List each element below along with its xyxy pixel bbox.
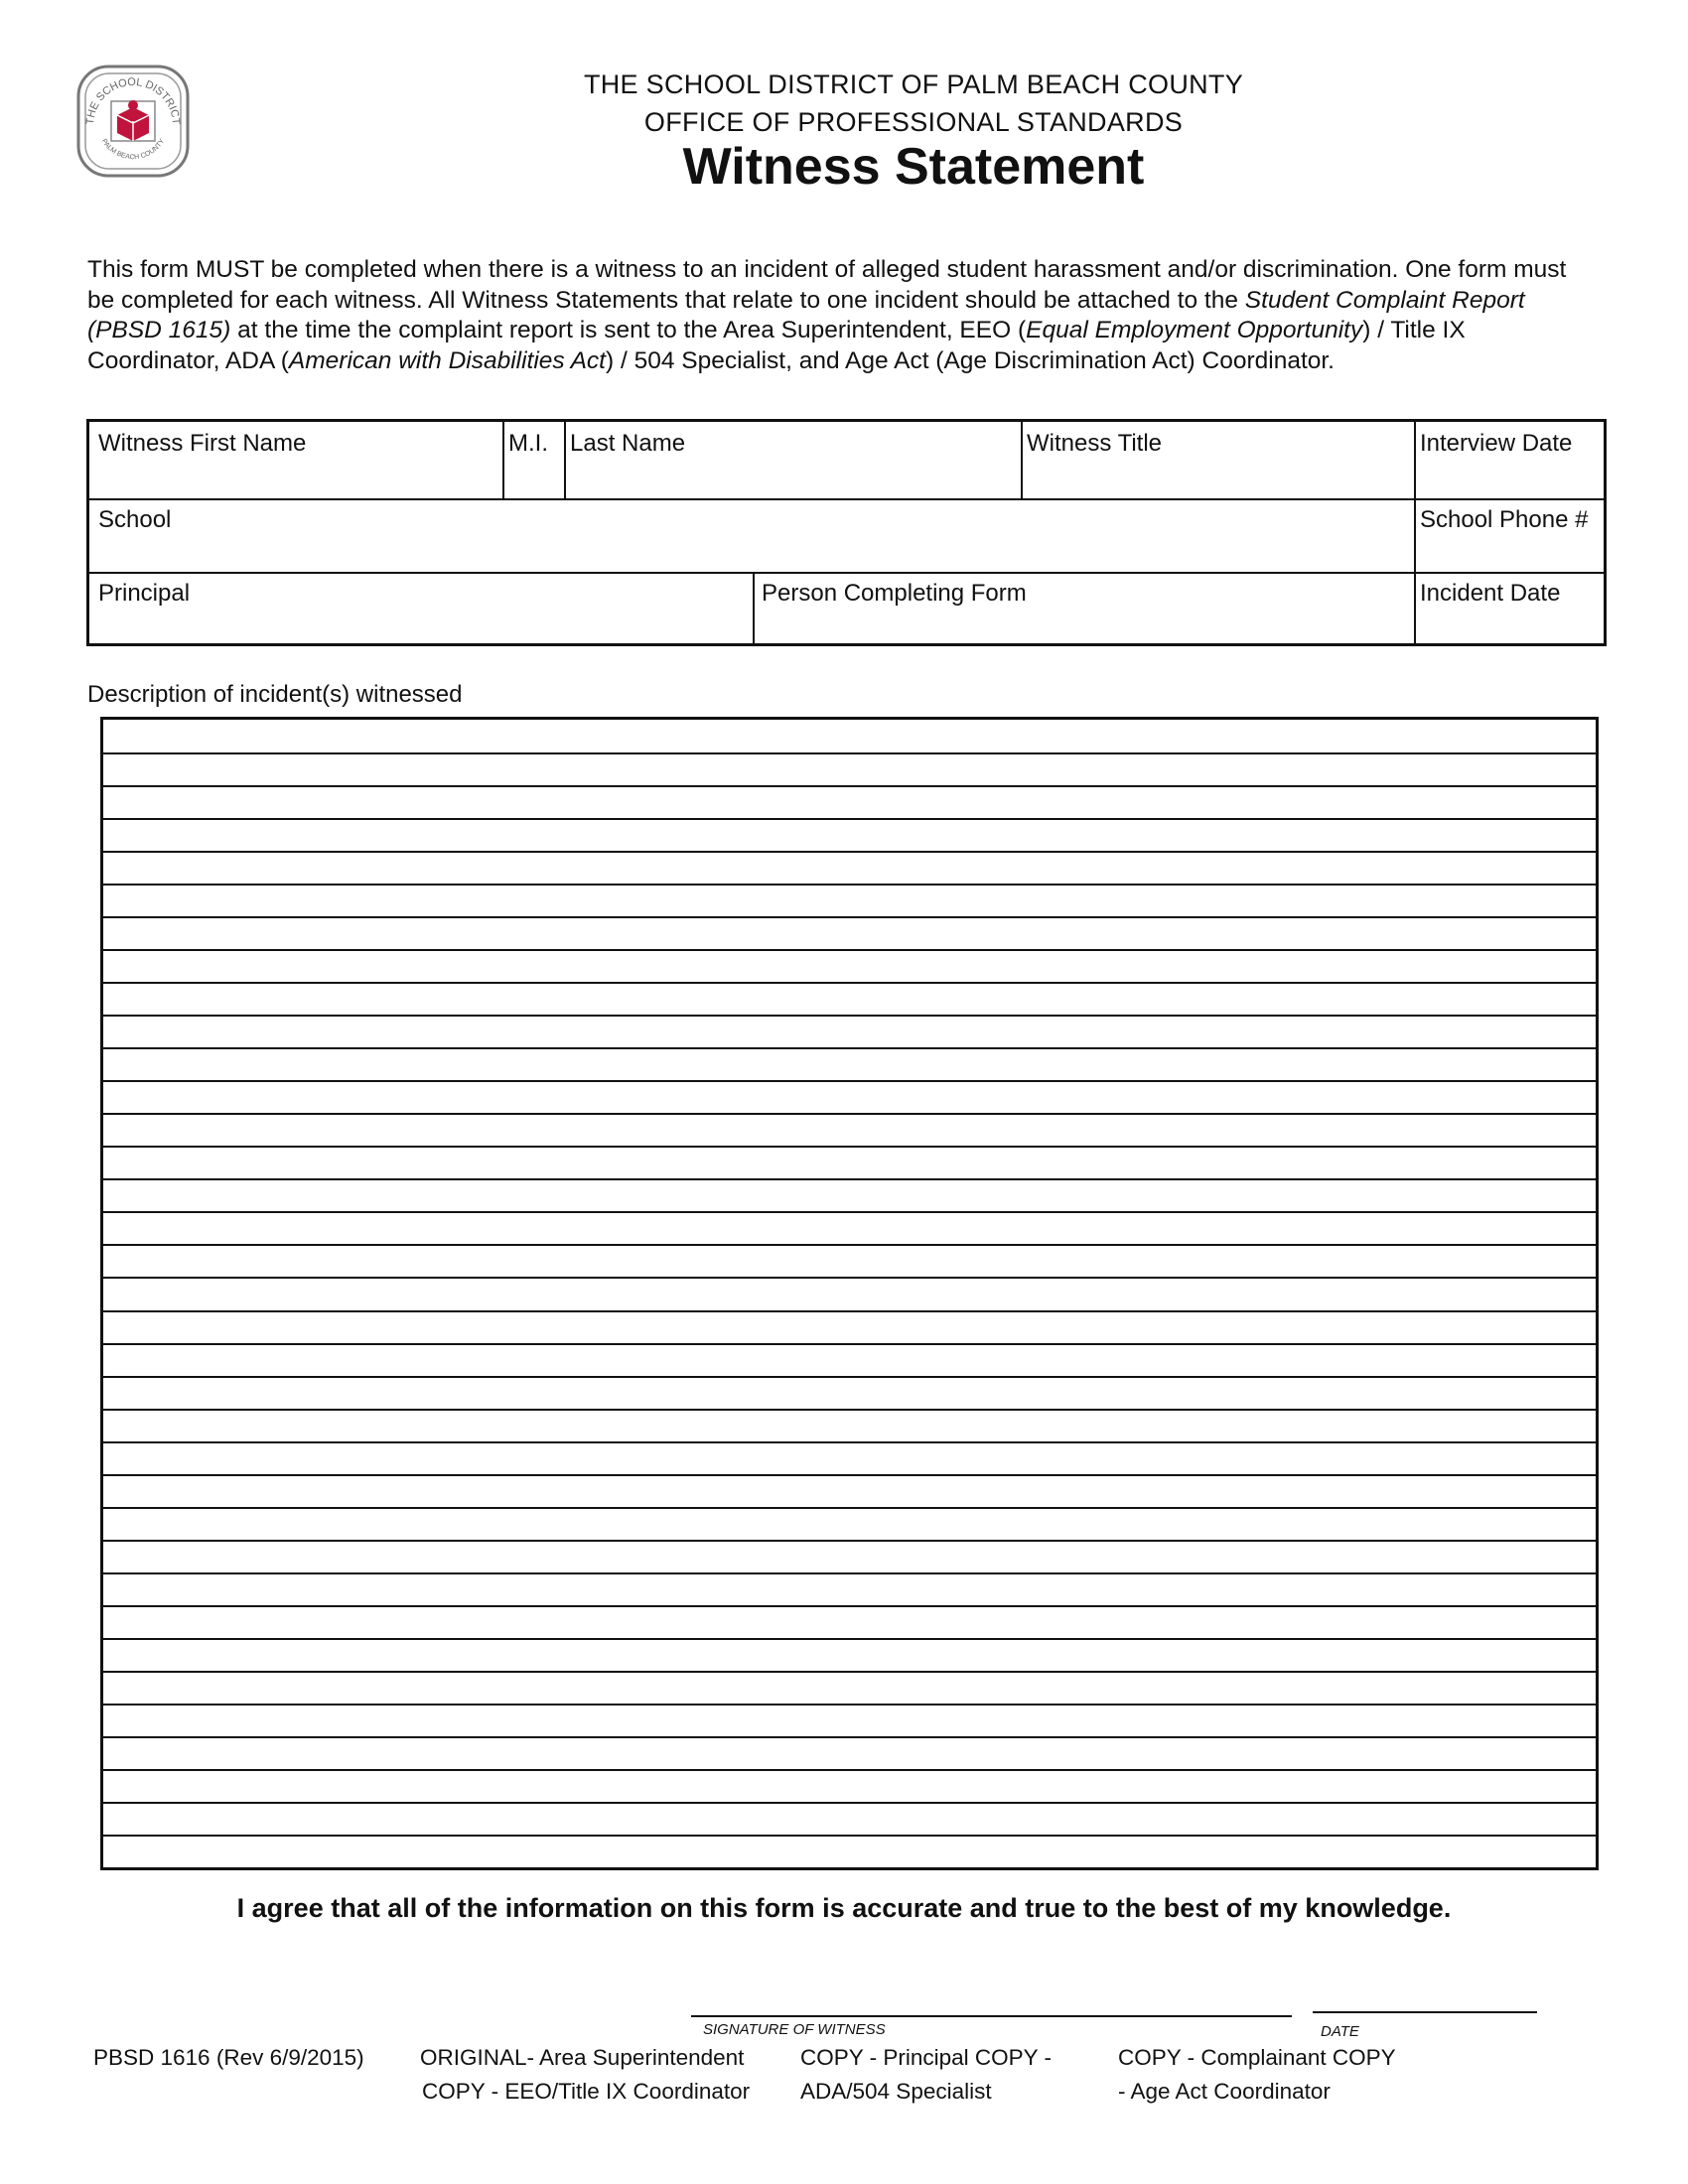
writing-line xyxy=(103,1507,1596,1509)
distribution-principal: COPY - Principal COPY - xyxy=(800,2045,1052,2070)
incident-date-label: Incident Date xyxy=(1420,580,1561,607)
date-signature-line[interactable] xyxy=(1313,2011,1537,2013)
writing-line xyxy=(103,1178,1596,1180)
school-district-seal-icon xyxy=(75,64,191,179)
writing-line xyxy=(103,1310,1596,1312)
distribution-col-3 xyxy=(1118,2041,1396,2109)
last-name-field[interactable] xyxy=(564,422,1021,498)
agreement-statement: I agree that all of the information on this form is accurate and true to the best of my knowledge. xyxy=(236,1893,1452,1923)
writing-line xyxy=(103,785,1596,787)
signature-caption: SIGNATURE OF WITNESS xyxy=(703,2021,886,2038)
writing-line xyxy=(103,1835,1596,1837)
writing-line xyxy=(103,1572,1596,1574)
writing-line xyxy=(103,752,1596,754)
writing-line xyxy=(103,1409,1596,1411)
school-label: School xyxy=(98,506,172,533)
writing-line xyxy=(103,1376,1596,1378)
witness-first-name-field[interactable] xyxy=(89,422,502,498)
writing-line xyxy=(103,1540,1596,1542)
writing-line xyxy=(103,1704,1596,1706)
writing-line xyxy=(103,1211,1596,1213)
writing-line xyxy=(103,916,1596,918)
writing-line xyxy=(103,1441,1596,1443)
writing-line xyxy=(103,1047,1596,1049)
writing-line xyxy=(103,1244,1596,1246)
principal-label: Principal xyxy=(98,580,191,607)
page-title: Witness Statement xyxy=(682,138,1145,196)
person-completing-field[interactable] xyxy=(753,572,1414,646)
office-name: OFFICE OF PROFESSIONAL STANDARDS xyxy=(643,107,1184,137)
instructions-paragraph: This form MUST be completed when there is a witness to an incident of alleged student harassment and/or discrimination. One form must be completed for each witness. All Witness Statements that relate to one incident should be attached to the Student Complaint Report (PBSD 1615) at the time the complaint report is sent to the Area Superintendent, EEO (Equal Employment Opportunity) / Title IX Coordinator, ADA (American with Disabilities Act) / 504 Specialist, and Age Act (Age Discrimination Act) Coordinator. xyxy=(87,256,1567,374)
middle-initial-field[interactable] xyxy=(502,422,564,498)
school-phone-field[interactable] xyxy=(1414,498,1607,572)
witness-title-field[interactable] xyxy=(1021,422,1414,498)
distribution-complainant: COPY - Complainant COPY xyxy=(1118,2045,1396,2070)
writing-line xyxy=(103,1638,1596,1640)
distribution-age-act: - Age Act Coordinator xyxy=(1118,2079,1331,2104)
distribution-col-1 xyxy=(418,2041,750,2109)
description-textarea[interactable] xyxy=(100,717,1599,1870)
seal-bottom-text: PALM BEACH COUNTY xyxy=(99,137,167,162)
district-logo xyxy=(75,64,191,179)
principal-field[interactable] xyxy=(89,572,753,646)
distribution-original: ORIGINAL- Area Superintendent xyxy=(420,2045,745,2070)
writing-line xyxy=(103,1736,1596,1738)
witness-title-label: Witness Title xyxy=(1027,430,1163,457)
writing-line xyxy=(103,1113,1596,1115)
distribution-ada: ADA/504 Specialist xyxy=(800,2079,992,2104)
incident-date-field[interactable] xyxy=(1414,572,1607,646)
writing-line xyxy=(103,1146,1596,1148)
middle-initial-label: M.I. xyxy=(508,430,548,457)
school-field[interactable] xyxy=(89,498,1414,572)
form-id: PBSD 1616 (Rev 6/9/2015) xyxy=(93,2045,364,2070)
witness-signature-line[interactable] xyxy=(691,2015,1292,2017)
distribution-eeo: COPY - EEO/Title IX Coordinator xyxy=(422,2079,751,2104)
writing-line xyxy=(103,1015,1596,1017)
witness-info-grid xyxy=(86,419,1607,646)
writing-line xyxy=(103,1605,1596,1607)
description-label: Description of incident(s) witnessed xyxy=(87,681,463,708)
writing-line xyxy=(103,1671,1596,1673)
school-phone-label: School Phone # xyxy=(1420,506,1589,533)
interview-date-field[interactable] xyxy=(1414,422,1607,498)
writing-line xyxy=(103,982,1596,984)
last-name-label: Last Name xyxy=(570,430,686,457)
writing-line xyxy=(103,1080,1596,1082)
writing-line xyxy=(103,818,1596,820)
writing-line xyxy=(103,1474,1596,1476)
distribution-col-2 xyxy=(800,2041,1052,2109)
writing-line xyxy=(103,884,1596,886)
writing-line xyxy=(103,1277,1596,1279)
date-caption: DATE xyxy=(1321,2023,1359,2040)
writing-line xyxy=(103,1802,1596,1804)
interview-date-label: Interview Date xyxy=(1420,430,1573,457)
witness-first-name-label: Witness First Name xyxy=(98,430,307,457)
writing-line xyxy=(103,1769,1596,1771)
person-completing-label: Person Completing Form xyxy=(762,580,1027,607)
seal-top-text: THE SCHOOL DISTRICT xyxy=(83,75,183,126)
writing-line xyxy=(103,851,1596,853)
org-name: THE SCHOOL DISTRICT OF PALM BEACH COUNTY xyxy=(583,69,1244,99)
writing-line xyxy=(103,1343,1596,1345)
writing-line xyxy=(103,949,1596,951)
